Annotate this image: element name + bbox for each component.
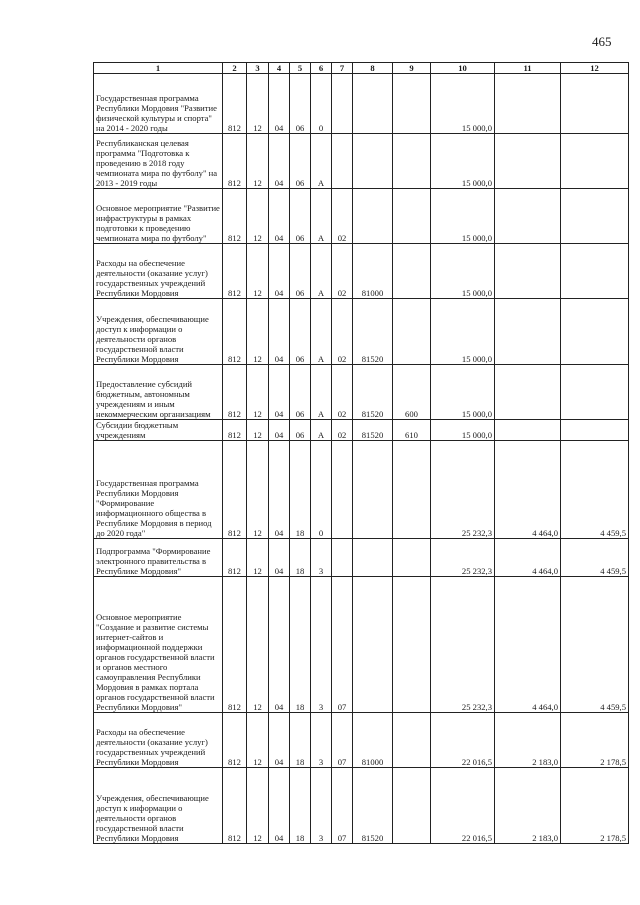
amount-2020-cell: 4 459,5 — [561, 441, 629, 539]
program-code-cell: 18 — [290, 768, 311, 844]
direction-code-cell: 81520 — [353, 420, 393, 441]
column-header: 9 — [393, 63, 431, 74]
subsection-code-cell: 04 — [269, 134, 290, 189]
section-code-cell: 12 — [247, 577, 269, 713]
amount-2018-cell: 15 000,0 — [431, 365, 495, 420]
amount-2019-cell — [495, 244, 561, 299]
amount-2019-cell — [495, 299, 561, 365]
page-number: 465 — [592, 34, 612, 49]
section-code-cell: 12 — [247, 441, 269, 539]
program-code-cell: 06 — [290, 189, 311, 244]
subprogram-code-cell: А — [311, 134, 332, 189]
amount-2018-cell: 15 000,0 — [431, 299, 495, 365]
amount-2019-cell — [495, 74, 561, 134]
gov-code-cell: 812 — [223, 768, 247, 844]
expense-type-code-cell — [393, 577, 431, 713]
amount-2018-cell: 15 000,0 — [431, 244, 495, 299]
subsection-code-cell: 04 — [269, 299, 290, 365]
event-code-cell — [332, 441, 353, 539]
column-header: 8 — [353, 63, 393, 74]
direction-code-cell — [353, 134, 393, 189]
column-header: 1 — [94, 63, 223, 74]
table-row — [94, 365, 629, 420]
subprogram-code-cell: 3 — [311, 577, 332, 713]
amount-2018-cell: 22 016,5 — [431, 713, 495, 768]
expense-type-code-cell: 610 — [393, 420, 431, 441]
row-name: Учреждения, обеспечивающие доступ к информации о деятельности органов государственной власти Республики Мордовия — [94, 768, 223, 844]
gov-code-cell: 812 — [223, 365, 247, 420]
amount-2019-cell: 4 464,0 — [495, 539, 561, 577]
program-code-cell: 06 — [290, 365, 311, 420]
column-header: 4 — [269, 63, 290, 74]
amount-2020-cell — [561, 134, 629, 189]
section-code-cell: 12 — [247, 420, 269, 441]
table-row — [94, 134, 629, 189]
subprogram-code-cell: А — [311, 420, 332, 441]
expense-type-code-cell — [393, 768, 431, 844]
subsection-code-cell: 04 — [269, 539, 290, 577]
table-row — [94, 74, 629, 134]
table-row — [94, 441, 629, 539]
gov-code-cell: 812 — [223, 134, 247, 189]
amount-2019-cell: 4 464,0 — [495, 577, 561, 713]
column-header: 3 — [247, 63, 269, 74]
row-name: Учреждения, обеспечивающие доступ к информации о деятельности органов государственной власти Республики Мордовия — [94, 299, 223, 365]
amount-2018-cell: 25 232,3 — [431, 441, 495, 539]
subsection-code-cell: 04 — [269, 441, 290, 539]
amount-2018-cell: 25 232,3 — [431, 539, 495, 577]
row-name: Расходы на обеспечение деятельности (оказание услуг) государственных учреждений Республики Мордовия — [94, 713, 223, 768]
column-number-row — [94, 63, 629, 74]
row-name: Республиканская целевая программа "Подготовка к проведению в 2018 году чемпионата мира по футболу" на 2013 - 2019 годы — [94, 134, 223, 189]
amount-2020-cell — [561, 420, 629, 441]
amount-2018-cell: 15 000,0 — [431, 74, 495, 134]
table-row — [94, 244, 629, 299]
program-code-cell: 18 — [290, 577, 311, 713]
section-code-cell: 12 — [247, 365, 269, 420]
section-code-cell: 12 — [247, 189, 269, 244]
event-code-cell — [332, 74, 353, 134]
direction-code-cell — [353, 189, 393, 244]
section-code-cell: 12 — [247, 299, 269, 365]
section-code-cell: 12 — [247, 768, 269, 844]
direction-code-cell: 81000 — [353, 713, 393, 768]
program-code-cell: 06 — [290, 244, 311, 299]
direction-code-cell: 81520 — [353, 365, 393, 420]
amount-2020-cell — [561, 299, 629, 365]
column-header: 5 — [290, 63, 311, 74]
gov-code-cell: 812 — [223, 713, 247, 768]
row-name: Предоставление субсидий бюджетным, автономным учреждениям и иным некоммерческим организациям — [94, 365, 223, 420]
gov-code-cell: 812 — [223, 244, 247, 299]
amount-2019-cell — [495, 134, 561, 189]
subprogram-code-cell: 3 — [311, 768, 332, 844]
event-code-cell: 07 — [332, 713, 353, 768]
event-code-cell: 02 — [332, 244, 353, 299]
amount-2020-cell: 2 178,5 — [561, 713, 629, 768]
table-row — [94, 577, 629, 713]
gov-code-cell: 812 — [223, 420, 247, 441]
amount-2018-cell: 25 232,3 — [431, 577, 495, 713]
amount-2020-cell — [561, 244, 629, 299]
amount-2018-cell: 15 000,0 — [431, 189, 495, 244]
event-code-cell — [332, 134, 353, 189]
direction-code-cell — [353, 577, 393, 713]
subsection-code-cell: 04 — [269, 74, 290, 134]
event-code-cell: 02 — [332, 420, 353, 441]
subprogram-code-cell: 3 — [311, 713, 332, 768]
expense-type-code-cell — [393, 299, 431, 365]
table-row — [94, 299, 629, 365]
direction-code-cell — [353, 539, 393, 577]
program-code-cell: 18 — [290, 713, 311, 768]
column-header: 6 — [311, 63, 332, 74]
event-code-cell: 07 — [332, 577, 353, 713]
expense-type-code-cell — [393, 441, 431, 539]
amount-2020-cell — [561, 74, 629, 134]
amount-2020-cell: 2 178,5 — [561, 768, 629, 844]
row-name: Расходы на обеспечение деятельности (оказание услуг) государственных учреждений Республики Мордовия — [94, 244, 223, 299]
table-row — [94, 420, 629, 441]
expense-type-code-cell — [393, 244, 431, 299]
row-name: Основное мероприятие "Развитие инфраструктуры в рамках подготовки к проведению чемпионата мира по футболу" — [94, 189, 223, 244]
program-code-cell: 18 — [290, 441, 311, 539]
budget-table — [93, 62, 629, 844]
subprogram-code-cell: А — [311, 189, 332, 244]
direction-code-cell: 81000 — [353, 244, 393, 299]
event-code-cell: 02 — [332, 189, 353, 244]
section-code-cell: 12 — [247, 74, 269, 134]
section-code-cell: 12 — [247, 539, 269, 577]
row-name: Основное мероприятие "Создание и развитие системы интернет-сайтов и информационной поддержки органов государственной власти и органов местного самоуправления Республики Мордовия в рамках портала органов государственной власти Республики Мордовия" — [94, 577, 223, 713]
amount-2018-cell: 15 000,0 — [431, 134, 495, 189]
event-code-cell: 07 — [332, 768, 353, 844]
program-code-cell: 06 — [290, 299, 311, 365]
table-row — [94, 539, 629, 577]
gov-code-cell: 812 — [223, 441, 247, 539]
direction-code-cell: 81520 — [353, 768, 393, 844]
amount-2019-cell — [495, 189, 561, 244]
event-code-cell: 02 — [332, 299, 353, 365]
expense-type-code-cell — [393, 74, 431, 134]
subsection-code-cell: 04 — [269, 577, 290, 713]
subprogram-code-cell: А — [311, 365, 332, 420]
column-header: 11 — [495, 63, 561, 74]
section-code-cell: 12 — [247, 134, 269, 189]
subprogram-code-cell: 0 — [311, 441, 332, 539]
section-code-cell: 12 — [247, 713, 269, 768]
table-row — [94, 189, 629, 244]
row-name: Государственная программа Республики Мордовия "Развитие физической культуры и спорта" на 2014 - 2020 годы — [94, 74, 223, 134]
direction-code-cell — [353, 441, 393, 539]
subsection-code-cell: 04 — [269, 244, 290, 299]
subprogram-code-cell: 3 — [311, 539, 332, 577]
subsection-code-cell: 04 — [269, 713, 290, 768]
amount-2020-cell — [561, 189, 629, 244]
expense-type-code-cell: 600 — [393, 365, 431, 420]
amount-2019-cell: 4 464,0 — [495, 441, 561, 539]
gov-code-cell: 812 — [223, 189, 247, 244]
expense-type-code-cell — [393, 539, 431, 577]
subsection-code-cell: 04 — [269, 768, 290, 844]
column-header: 10 — [431, 63, 495, 74]
gov-code-cell: 812 — [223, 74, 247, 134]
column-header: 12 — [561, 63, 629, 74]
program-code-cell: 18 — [290, 539, 311, 577]
column-header: 7 — [332, 63, 353, 74]
amount-2019-cell — [495, 420, 561, 441]
expense-type-code-cell — [393, 134, 431, 189]
direction-code-cell: 81520 — [353, 299, 393, 365]
section-code-cell: 12 — [247, 244, 269, 299]
amount-2019-cell: 2 183,0 — [495, 713, 561, 768]
program-code-cell: 06 — [290, 134, 311, 189]
expense-type-code-cell — [393, 189, 431, 244]
direction-code-cell — [353, 74, 393, 134]
gov-code-cell: 812 — [223, 299, 247, 365]
amount-2019-cell — [495, 365, 561, 420]
expense-type-code-cell — [393, 713, 431, 768]
amount-2019-cell: 2 183,0 — [495, 768, 561, 844]
subprogram-code-cell: 0 — [311, 74, 332, 134]
program-code-cell: 06 — [290, 420, 311, 441]
subsection-code-cell: 04 — [269, 365, 290, 420]
subprogram-code-cell: А — [311, 299, 332, 365]
amount-2018-cell: 15 000,0 — [431, 420, 495, 441]
gov-code-cell: 812 — [223, 539, 247, 577]
table-row — [94, 768, 629, 844]
program-code-cell: 06 — [290, 74, 311, 134]
subprogram-code-cell: А — [311, 244, 332, 299]
row-name: Подпрограмма "Формирование электронного правительства в Республике Мордовия" — [94, 539, 223, 577]
column-header: 2 — [223, 63, 247, 74]
subsection-code-cell: 04 — [269, 420, 290, 441]
amount-2020-cell: 4 459,5 — [561, 577, 629, 713]
table-row — [94, 713, 629, 768]
event-code-cell — [332, 539, 353, 577]
subsection-code-cell: 04 — [269, 189, 290, 244]
row-name: Субсидии бюджетным учреждениям — [94, 420, 223, 441]
row-name: Государственная программа Республики Мордовия "Формирование информационного общества в Республике Мордовия в период до 2020 года" — [94, 441, 223, 539]
gov-code-cell: 812 — [223, 577, 247, 713]
amount-2018-cell: 22 016,5 — [431, 768, 495, 844]
event-code-cell: 02 — [332, 365, 353, 420]
amount-2020-cell: 4 459,5 — [561, 539, 629, 577]
amount-2020-cell — [561, 365, 629, 420]
